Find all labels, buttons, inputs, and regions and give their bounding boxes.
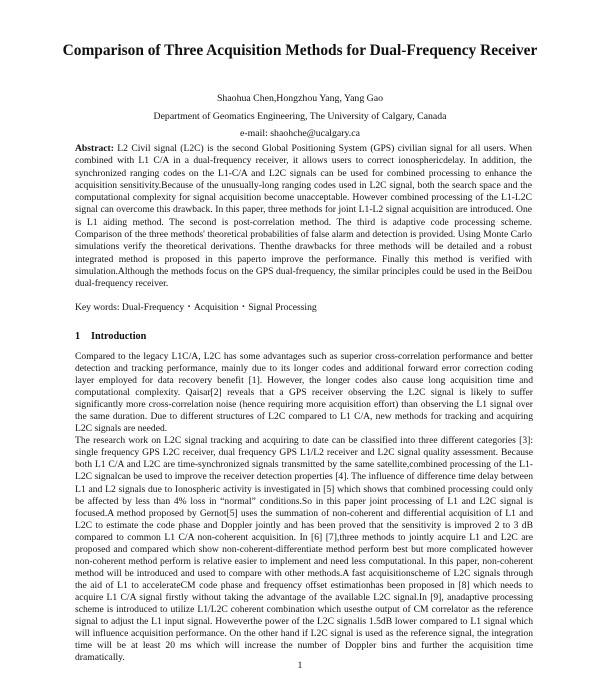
affiliation: Department of Geomatics Engineering, The University of Calgary, Canada [153, 111, 447, 122]
section-title: Introduction [91, 331, 147, 342]
keywords: Key words: Dual-Frequency・Acquisition・Signal Processing [75, 302, 317, 313]
paper-title: Comparison of Three Acquisition Methods for Dual-Frequency Receiver [62, 42, 538, 59]
section-number: 1 [75, 331, 81, 342]
body-paragraph: The research work on L2C signal tracking and acquiring to date can be classified into three different categories [3]: single frequency GPS L2C receiver, dual frequency GPS L1/L2 receiver and L2C signal quality assessment. Because both L1 C/A and L2C are time-synchronized signals transmitted by the same satellite,combined processing of the L1-L2C signalcan be used to improve the receiver detection properties [4]. The influence of difference time delay between L1 and L2 signals due to Ionospheric activity is investigated in [5] which shows that combined processing could only be affected by less than 4% loss in “normal” conditions.So in this paper joint processing of L1 and L2C signal is focused.A method proposed by Gernot[5] uses the summation of non-coherent and differential acquisition of L1 and L2C to estimate the code phase and Doppler jointly and has been proved that the sensitivity is improved 2 to 3 dB compared to common L1 C/A non-coherent acquisition. In [6] [7],three methods to jointly acquire L1 and L2C are proposed and compared which show non-coherent-differentiate method perform best but more complicated however non-coherent method perform is relative easier to implement and need less computational. In this paper, non-coherent method will be introduced and used to compare with other methods.A fast acquisitionscheme of L2C signals through the aid of L1 to accelerateCM code phase and frequency offset estimationhas been proposed in [8] which needs to acquire L1 C/A signal firstly without taking the advantage of the available L2C signal.In [9], anadaptive processing scheme is introduced to utilize L1/L2C coherent combination which usesthe output of CM correlator as the reference signal to adjust the L1 input signal. Howeverthe power of the L2C signalis 1.5dB lower compared to L1 signal which will influence acquisition performance. On the other hand if L2C signal is used as the reference signal, the integration time will be at least 20 ms which will increase the number of Doppler bins and further the acquisition time dramatically. [75, 435, 533, 664]
abstract-label: Abstract: [75, 143, 114, 154]
author-email: e-mail: shaohche@ucalgary.ca [240, 128, 360, 139]
author-list: Shaohua Chen,Hongzhou Yang, Yang Gao [216, 93, 383, 104]
body-paragraph: Compared to the legacy L1C/A, L2C has some advantages such as superior cross-correlation performance and better detection and tracking performance, mainly due to its longer codes and additional forward error correction coding layer employed for data recovery benefit [1]. However, the longer codes also cause long acquisition time and computational complexity. Qaisar[2] reveals that a GPS receiver observing the L2C signal is likely to suffer significantly more cross-correlation noise (hence requiring more acquisition effort) than observing the L1 signal over the same duration. Due to different structures of L2C compared to L1 C/A, new methods for tracking and acquiring L2C signals are needed. [75, 351, 533, 435]
abstract-text: L2 Civil signal (L2C) is the second Global Positioning System (GPS) civilian signal for all users. When combined with L1 C/A in a dual-frequency receiver, it allows users to correct ionosphericdelay. In addition, the synchronized ranging codes on the L1-C/A and L2C signals can be used for combined processing to enhance the acquisition sensitivity.Because of the unusually-long ranging codes used in L2C signal, both the search space and the computational complexity for signal acquisition become unacceptable. However combined processing of the L1-L2C signal can overcome this drawback. In this paper, three methods for joint L1-L2 signal acquisition are introduced. One is L1 aiding method. The second is post-correlation method. The third is adaptive code processing scheme. Comparison of the three methods' theoretical probabilities of false alarm and detection is provided. Using Monte Carlo simulations verify the theoretical derivations. Thenthe drawbacks for three methods will be detailed and a robust integrated method is proposed in this paperto improve the performance. Finally this method is verified with simulation.Although the methods focus on the GPS dual-frequency, the similar principles could be used in the BeiDou dual-frequency receiver. [75, 143, 532, 290]
abstract [75, 143, 532, 291]
page-number: 1 [297, 660, 303, 671]
section-heading-introduction [75, 330, 532, 343]
introduction-body [75, 351, 533, 664]
